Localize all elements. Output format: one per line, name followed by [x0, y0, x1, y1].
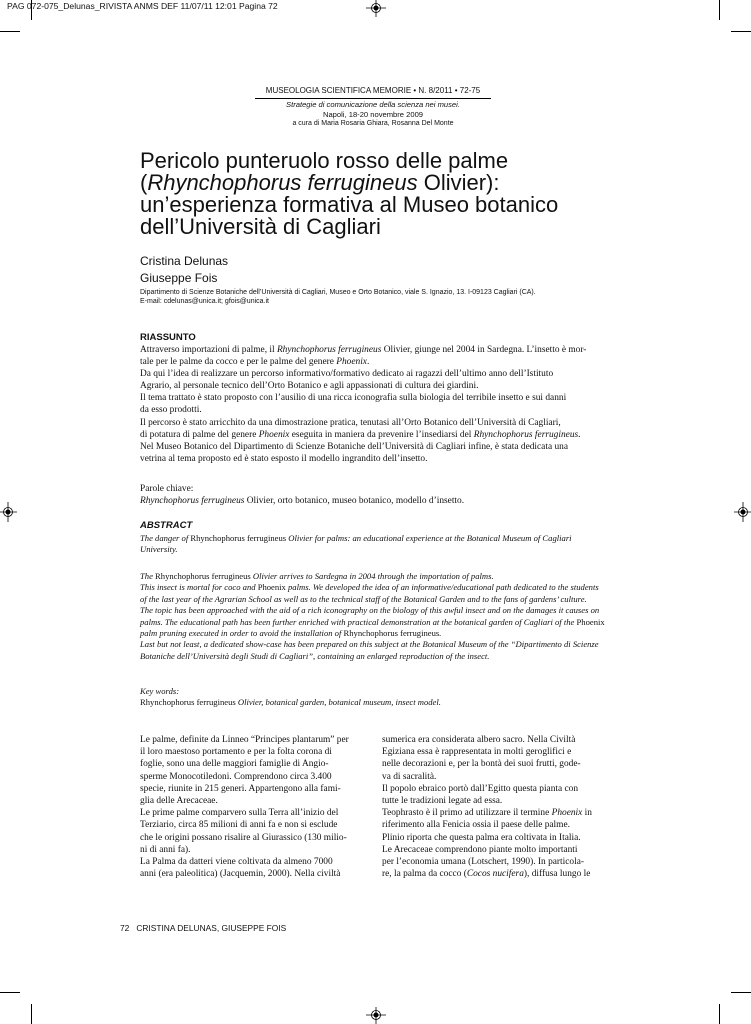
conference-place: Napoli, 18-20 novembre 2009: [322, 110, 424, 119]
author-name: Cristina Delunas: [140, 254, 229, 268]
conference-editors: a cura di Maria Rosaria Ghiara, Rosanna Del Monte: [292, 120, 454, 127]
abstract-text: The Rhynchophorus ferrugineus Olivier arrives to Sardegna in 2004 through the importation of palms. This insect is mortal for coco and Phoenix palms. We developed the idea of an informative/educational path dedicated to the students of the last year of the Agrarian School as well as to the technical staff of the Botanical Garden and to the fans of gardens’ culture. The topic has been approached with the aid of a rich iconography on the biology of this awful insect and on the damages it causes on palms. The educational path has been further enriched with practical demonstration at the botanical garden of Cagliari of the Phoenix palm pruning executed in order to avoid the installation of Rhynchophorus ferrugineus. Last but not least, a dedicated show-case has been prepared on this subject at the Botanical Museum of the “Dipartimento di Scienze Botaniche dell’Università degli Studi di Cagliari”, containing an enlarged reproduction of the insect.: [140, 571, 605, 661]
print-slug: PAG 072-075_Delunas_RIVISTA ANMS DEF 11/07/11 12:01 Pagina 72: [7, 1, 278, 11]
title-line: Pericolo punteruolo rosso delle palme: [140, 148, 509, 173]
body-column-left: Le palme, definite da Linneo “Principes plantarum” per il loro maestoso portamento e per la folta corona di foglie, sono una delle maggiori famiglie di Angio- sperme Monocotiledoni. Comprendono circa 3.400 specie, riunite in 215 generi. Appartengono alla fami- glia delle Arecaceae. Le prime palme comparvero sulla Terra all’inizio del Terziario, circa 85 milioni di anni fa e non si esclude che le origini possano risalire al Giurassico (130 milio- ni di anni fa). La Palma da datteri viene coltivata da almeno 7000 anni (era paleolitica) (Jacquemin, 2000). Nella civiltà: [140, 735, 349, 880]
body-column-right: sumerica era considerata albero sacro. Nella Civiltà Egiziana essa è rappresentata in molti geroglifici e nelle decorazioni e, per la bontà dei suoi frutti, gode- va di sacralità. Il popolo ebraico portò dall’Egitto questa pianta con tutte le tradizioni legate ad essa. Teophrasto è il primo ad utilizzare il termine Phoenix in riferimento alla Fenicia ossia il paese delle palme. Plinio riporta che questa palma era coltivata in Italia. Le Arecaceae comprendono piante molto importanti per l’economia umana (Lotschert, 1990). In particola- re, la palma da cocco (Cocos nucifera), diffusa lungo le: [382, 735, 592, 880]
title-line: (Rhynchophorus ferrugineus Olivier):: [140, 170, 500, 195]
registration-mark-icon: [366, 1006, 386, 1024]
conference-title: Strategie di comunicazione della scienza nei musei.: [286, 100, 460, 109]
author-emails: E-mail: cdelunas@unica.it; gfois@unica.it: [140, 298, 269, 305]
registration-mark-icon: [366, 0, 386, 18]
riassunto-text: Attraverso importazioni di palme, il Rhynchophorus ferrugineus Olivier, giunge nel 2004 in Sardegna. L’insetto è mor- tale per le palme da cocco e per le palme del genere Phoenix. Da qui l’idea di realizzare un percorso informativo/formativo dedicato ai ragazzi dell’ultimo anno dell’Istituto Agrario, al personale tecnico dell’Orto Botanico e agli appassionati di cultura dei giardini. Il tema trattato è stato proposto con l’ausilio di una ricca iconografia sulla biologia del terribile insetto e sui danni da esso prodotti. Il percorso è stato arricchito da una dimostrazione pratica, tenutasi all’Orto Botanico dell’Università di Cagliari, di potatura di palme del genere Phoenix eseguita in maniera da prevenire l’insediarsi del Rhynchophorus ferrugineus. Nel Museo Botanico del Dipartimento di Scienze Botaniche dell’Università di Cagliari infine, è stata dedicata una vetrina al tema proposto ed è stato esposto il modello ingrandito dell’insetto.: [140, 345, 587, 464]
page-number: 72: [120, 923, 130, 933]
title-line: un’esperienza formativa al Museo botanico: [140, 192, 559, 217]
species-name: Rhynchophorus ferrugineus: [147, 170, 418, 195]
key-words: Key words: Rhynchophorus ferrugineus Olivier, botanical garden, botanical museum, insect model.: [140, 686, 441, 708]
abstract-title: The danger of Rhynchophorus ferrugineus Olivier for palms: an educational experience at the Botanical Museum of Cagliari University.: [140, 533, 572, 555]
riassunto-heading: RIASSUNTO: [140, 332, 196, 343]
parole-chiave: Parole chiave: Rhynchophorus ferrugineus Olivier, orto botanico, museo botanico, modello d’insetto.: [140, 484, 465, 507]
affiliation: Dipartimento di Scienze Botaniche dell’Università di Cagliari, Museo e Orto Botanico, viale S. Ignazio, 13. I-09123 Cagliari (CA).: [140, 289, 536, 296]
abstract-heading: ABSTRACT: [140, 520, 193, 531]
registration-mark-icon: [0, 502, 18, 522]
registration-mark-icon: [733, 502, 751, 522]
author-name: Giuseppe Fois: [140, 271, 218, 285]
running-authors: CRISTINA DELUNAS, GIUSEPPE FOIS: [136, 923, 287, 933]
title-line: dell’Università di Cagliari: [140, 214, 381, 239]
article-title: [140, 150, 620, 238]
journal-header: MUSEOLOGIA SCIENTIFICA MEMORIE • N. 8/2011 • 72-75: [255, 86, 491, 99]
page-footer: [120, 923, 286, 933]
